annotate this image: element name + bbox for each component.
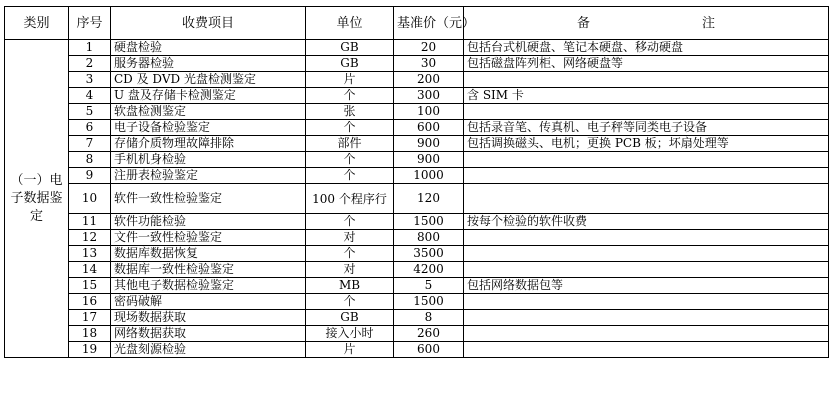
row-price: 800 [394, 230, 464, 246]
row-index: 7 [69, 136, 111, 152]
row-remark [464, 294, 829, 310]
row-price: 600 [394, 342, 464, 358]
header-row [5, 7, 829, 40]
table-row [5, 230, 829, 246]
row-item: 其他电子数据检验鉴定 [111, 278, 306, 294]
row-price: 600 [394, 120, 464, 136]
row-price: 300 [394, 88, 464, 104]
row-unit: 个 [306, 88, 394, 104]
row-index: 18 [69, 326, 111, 342]
row-item: 现场数据获取 [111, 310, 306, 326]
fee-table [4, 6, 829, 358]
row-index: 4 [69, 88, 111, 104]
header-remark-left: 备 [576, 15, 590, 31]
header-category: 类别 [5, 7, 69, 40]
row-remark [464, 342, 829, 358]
row-index: 11 [69, 214, 111, 230]
row-unit: 对 [306, 262, 394, 278]
table-row [5, 294, 829, 310]
row-item: 手机机身检验 [111, 152, 306, 168]
row-index: 6 [69, 120, 111, 136]
row-remark: 按每个检验的软件收费 [464, 214, 829, 230]
row-remark [464, 262, 829, 278]
row-price: 3500 [394, 246, 464, 262]
table-row [5, 168, 829, 184]
table-row [5, 214, 829, 230]
row-price: 260 [394, 326, 464, 342]
row-remark [464, 326, 829, 342]
table-row [5, 72, 829, 88]
row-unit: 个 [306, 120, 394, 136]
row-item: 网络数据获取 [111, 326, 306, 342]
table-row [5, 310, 829, 326]
row-item: U 盘及存储卡检测鉴定 [111, 88, 306, 104]
table-row [5, 120, 829, 136]
row-unit: 个 [306, 168, 394, 184]
table-row [5, 184, 829, 214]
row-item: 密码破解 [111, 294, 306, 310]
row-unit: GB [306, 40, 394, 56]
row-unit: 张 [306, 104, 394, 120]
row-item: 电子设备检验鉴定 [111, 120, 306, 136]
row-unit: 部件 [306, 136, 394, 152]
header-price: 基准价（元） [394, 7, 464, 40]
table-row [5, 40, 829, 56]
row-price: 1500 [394, 294, 464, 310]
row-index: 5 [69, 104, 111, 120]
row-unit: GB [306, 310, 394, 326]
row-index: 15 [69, 278, 111, 294]
row-item: 存储介质物理故障排除 [111, 136, 306, 152]
row-unit: MB [306, 278, 394, 294]
row-price: 20 [394, 40, 464, 56]
table-row [5, 56, 829, 72]
row-index: 17 [69, 310, 111, 326]
row-item: CD 及 DVD 光盘检测鉴定 [111, 72, 306, 88]
header-remark [464, 7, 829, 40]
row-unit: 个 [306, 152, 394, 168]
row-remark [464, 168, 829, 184]
row-item: 数据库一致性检验鉴定 [111, 262, 306, 278]
row-index: 8 [69, 152, 111, 168]
header-item: 收费项目 [111, 7, 306, 40]
row-price: 5 [394, 278, 464, 294]
header-remark-right: 注 [702, 15, 716, 31]
table-row [5, 246, 829, 262]
row-remark: 包括调换磁头、电机；更换 PCB 板；坏扇处理等 [464, 136, 829, 152]
row-price: 900 [394, 136, 464, 152]
row-remark: 含 SIM 卡 [464, 88, 829, 104]
row-item: 光盘刻源检验 [111, 342, 306, 358]
row-index: 9 [69, 168, 111, 184]
row-remark: 包括网络数据包等 [464, 278, 829, 294]
row-price: 200 [394, 72, 464, 88]
category-cell: （一）电子数据鉴定 [5, 40, 69, 358]
row-index: 16 [69, 294, 111, 310]
table-row [5, 104, 829, 120]
row-remark [464, 230, 829, 246]
row-index: 3 [69, 72, 111, 88]
row-remark [464, 310, 829, 326]
row-price: 100 [394, 104, 464, 120]
row-index: 12 [69, 230, 111, 246]
row-remark [464, 72, 829, 88]
row-remark [464, 184, 829, 214]
row-price: 4200 [394, 262, 464, 278]
table-row [5, 342, 829, 358]
row-unit: 个 [306, 214, 394, 230]
row-remark: 包括录音笔、传真机、电子秤等同类电子设备 [464, 120, 829, 136]
row-price: 1500 [394, 214, 464, 230]
row-item: 软盘检测鉴定 [111, 104, 306, 120]
row-index: 10 [69, 184, 111, 214]
row-index: 1 [69, 40, 111, 56]
row-index: 13 [69, 246, 111, 262]
row-remark: 包括磁盘阵列柜、网络硬盘等 [464, 56, 829, 72]
row-price: 900 [394, 152, 464, 168]
row-unit: 对 [306, 230, 394, 246]
row-price: 1000 [394, 168, 464, 184]
table-row [5, 326, 829, 342]
row-price: 30 [394, 56, 464, 72]
row-unit: 100 个程序行 [306, 184, 394, 214]
row-unit: 个 [306, 294, 394, 310]
row-remark [464, 104, 829, 120]
row-unit: GB [306, 56, 394, 72]
header-unit: 单位 [306, 7, 394, 40]
row-unit: 个 [306, 246, 394, 262]
row-item: 服务器检验 [111, 56, 306, 72]
row-item: 软件一致性检验鉴定 [111, 184, 306, 214]
table-row [5, 262, 829, 278]
row-item: 软件功能检验 [111, 214, 306, 230]
row-item: 文件一致性检验鉴定 [111, 230, 306, 246]
row-item: 硬盘检验 [111, 40, 306, 56]
row-remark [464, 246, 829, 262]
row-unit: 片 [306, 342, 394, 358]
row-unit: 接入小时 [306, 326, 394, 342]
row-unit: 片 [306, 72, 394, 88]
row-price: 8 [394, 310, 464, 326]
row-price: 120 [394, 184, 464, 214]
table-row [5, 278, 829, 294]
row-index: 14 [69, 262, 111, 278]
row-index: 2 [69, 56, 111, 72]
row-remark: 包括台式机硬盘、笔记本硬盘、移动硬盘 [464, 40, 829, 56]
row-index: 19 [69, 342, 111, 358]
table-row [5, 152, 829, 168]
row-item: 数据库数据恢复 [111, 246, 306, 262]
table-row [5, 88, 829, 104]
row-item: 注册表检验鉴定 [111, 168, 306, 184]
table-row [5, 136, 829, 152]
row-remark [464, 152, 829, 168]
header-index: 序号 [69, 7, 111, 40]
